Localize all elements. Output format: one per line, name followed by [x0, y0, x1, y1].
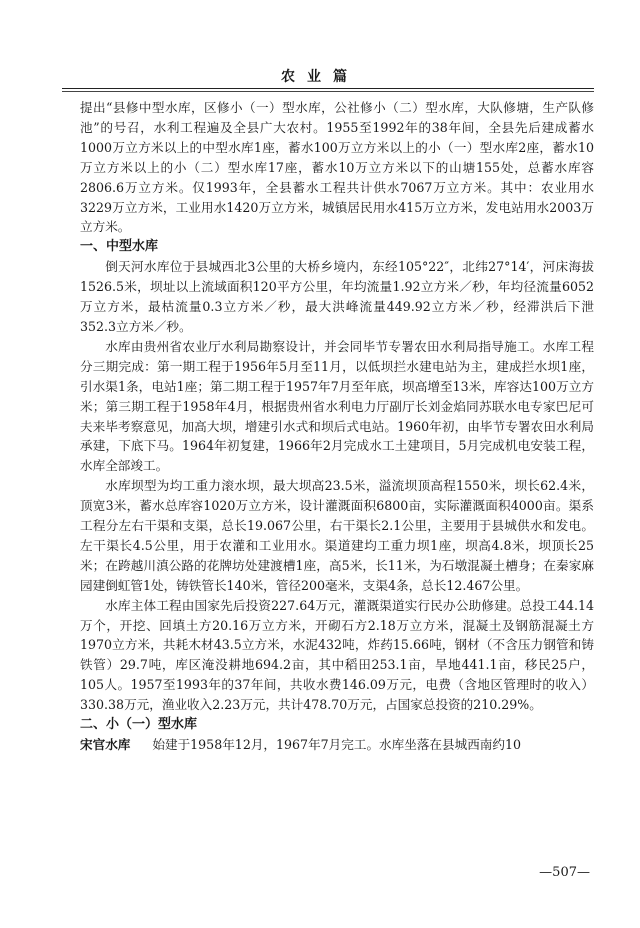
page-number: —507—: [539, 865, 590, 880]
body-paragraph: 水库主体工程由国家先后投资227.64万元，灌溉渠道实行民办公助修建。总投工44.14万个，开挖、回填土方20.16万立方米，开砌石方2.18万立方米，混凝土及钢筋混凝土方1970立方米，共耗木材43.5立方米，水泥432吨，炸药15.66吨，钢材（不含压力钢管和铸铁管）29.7吨，库区淹没耕地694.2亩，其中稻田253.1亩，旱地441.1亩，移民25户，105人。1957至1993年的37年间，共收水费146.09万元，电费（含地区管理时的收入）330.38万元，渔业收入2.23万元，共计478.70万元，占国家总投资的210.29%。: [80, 597, 594, 713]
body-paragraph: 倒天河水库位于县城西北3公里的大桥乡境内，东经105°22″，北纬27°14′，河床海拔1526.5米，坝址以上流域面积120平方公里，年均流量1.92立方米／秒，年均径流量6052万立方米，最枯流量0.3立方米／秒，最大洪峰流量449.92立方米／秒，经滞洪后下泄352.3立方米／秒。: [80, 259, 594, 334]
body-paragraph: 水库坝型为均工重力滚水坝，最大坝高23.5米，溢流坝顶高程1550米，坝长62.4米，顶宽3米，蓄水总库容1020万立方米，设计灌溉面积6800亩，实际灌溉面积4000亩。渠系工程分左右干渠和支渠，总长19.067公里，右干渠长2.1公里，主要用于县城供水和发电。左干渠长4.5公里，用于农灌和工业用水。渠道建均工重力坝1座，坝高4.8米，坝顶长25米；在跨越川滇公路的花牌坊处建渡槽1座，高5米，长11米，为石墩混凝土槽身；在秦家麻园建倒虹管1处，铸铁管长140米，管径200毫米，支渠4条，总长12.467公里。: [80, 478, 594, 593]
header-rule-thin: [62, 91, 594, 92]
body-paragraph: 提出“县修中型水库，区修小（一）型水库，公社修小（二）型水库，大队修塘，生产队修池”的号召，水利工程遍及全县广大农村。1955至1992年的38年间，全县先后建成蓄水1000万立方米以上的中型水库1座，蓄水100万立方米以上的小（一）型水库2座，蓄水10万立方米以上的小（二）型水库17座，蓄水10万立方米以下的山塘155处，总蓄水库容2806.6万立方米。仅1993年，全县蓄水工程共计供水7067万立方米。其中：农业用水3229万立方米，工业用水1420万立方米，城镇居民用水415万立方米，发电站用水2003万立方米。: [80, 100, 594, 235]
reservoir-text: 始建于1958年12月，1967年7月完工。水库坐落在县城西南约10: [152, 737, 522, 752]
page-header-title: 农业篇: [281, 69, 359, 85]
reservoir-name: 宋官水库: [80, 737, 131, 752]
header-rule: [62, 88, 594, 89]
page-body: [80, 98, 594, 755]
section-heading: 二、小（一）型水库: [80, 717, 198, 733]
body-paragraph: 水库由贵州省农业厅水利局勘察设计，并会同毕节专署农田水利局指导施工。水库工程分三期完成：第一期工程于1956年5月至11月，以低坝拦水建电站为主，建成拦水坝1座，引水渠1条，电站1座；第二期工程于1957年7月至年底，坝高增至13米，库容达100万立方米；第三期工程于1958年4月，根据贵州省水利电力厅副厅长刘金焰同苏联水电专家巴尼可夫来毕考察意见，加高大坝，增建引水式和坝后式电站。1960年初，由毕节专署农田水利局承建，下底下马。1964年初复建，1966年2月完成水工土建项目，5月完成机电安装工程，水库全部竣工。: [80, 338, 594, 474]
section-heading: 一、中型水库: [80, 239, 159, 255]
body-paragraph: [80, 735, 594, 755]
